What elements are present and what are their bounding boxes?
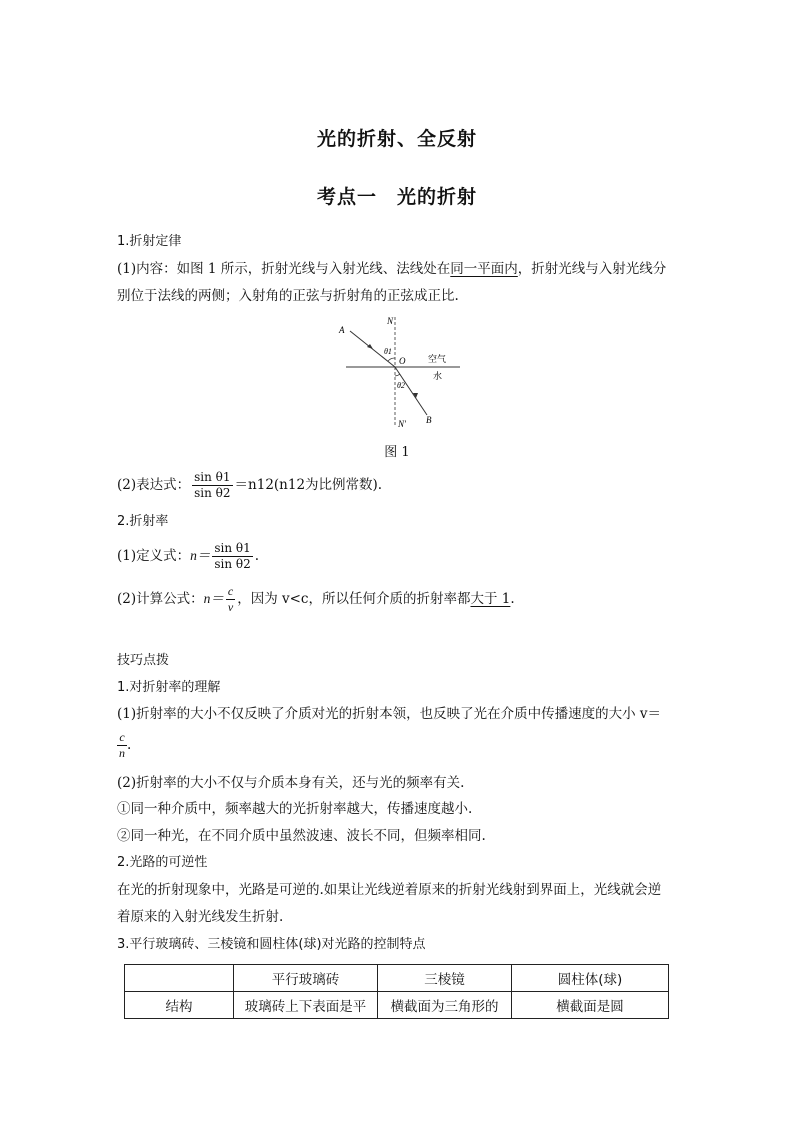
label-n: N: [387, 316, 394, 326]
table-cell: 横截面是圆: [512, 992, 669, 1019]
definition-formula: [117, 541, 259, 572]
table-header-cell: 平行玻璃砖: [234, 965, 378, 992]
denominator: v: [227, 600, 234, 614]
expression-formula: [117, 470, 382, 501]
calculation-formula: [117, 584, 515, 615]
tips-label: 技巧点拨: [117, 653, 170, 668]
table-row: [125, 992, 669, 1019]
table-header-cell: 三棱镜: [378, 965, 512, 992]
text-span: ，折射光线与入射光线分: [517, 261, 667, 277]
label-air: 空气: [428, 355, 447, 365]
label-theta1: θ1: [384, 347, 392, 356]
denominator: n: [119, 746, 125, 760]
paragraph-content-line2: 别位于法线的两侧；入射角的正弦与折射角的正弦成正比.: [117, 288, 459, 304]
heading-understanding: 1.对折射率的理解: [117, 680, 221, 695]
tips-paragraph-2: (2)折射率的大小不仅与介质本身有关，还与光的频率有关.: [117, 775, 465, 791]
numerator: sin θ1: [214, 541, 251, 555]
label-n-prime: N′: [398, 419, 406, 429]
comparison-table: [124, 964, 669, 1019]
table-cell: 结构: [125, 992, 234, 1019]
figure-caption: 图 1: [384, 445, 410, 460]
tips-paragraph-4: ②同一种光，在不同介质中虽然波速、波长不同，但频率相同.: [117, 828, 486, 844]
text-span: n＝: [203, 591, 224, 606]
document-title: 光的折射、全反射: [316, 128, 477, 150]
denominator: sin θ2: [214, 557, 251, 571]
tips-paragraph-5: 在光的折射现象中，光路是可逆的.如果让光线逆着原来的折射光线射到界面上，光线就会逆: [117, 882, 662, 898]
fraction: [212, 541, 252, 572]
fraction: [192, 470, 232, 501]
paragraph-content-line1: [117, 260, 666, 278]
fraction: [226, 584, 235, 615]
underlined-text: 同一平面内: [450, 261, 518, 277]
table-header-cell: [125, 965, 234, 992]
table-header-row: [125, 965, 669, 992]
label-b: B: [426, 415, 432, 425]
heading-refractive-index: 2.折射率: [117, 514, 169, 529]
angle-arc-theta2: [395, 374, 400, 376]
fraction: [117, 730, 127, 761]
text-span: .: [127, 737, 132, 753]
denominator: sin θ2: [194, 486, 231, 500]
table-cell: 横截面为三角形的: [378, 992, 512, 1019]
heading-reversibility: 2.光路的可逆性: [117, 855, 208, 870]
angle-arc-theta1: [388, 358, 395, 361]
text-span: (1)内容：如图 1 所示，折射光线与入射光线、法线处在: [117, 261, 451, 277]
text-span: n＝: [190, 548, 211, 563]
text-span: (2)表达式：: [117, 477, 191, 493]
label-a: A: [339, 325, 345, 335]
text-span: .: [254, 548, 260, 564]
label-o: O: [399, 356, 406, 366]
label-theta2: θ2: [397, 381, 405, 390]
tips-paragraph-3: ①同一种介质中，频率越大的光折射率越大，传播速度越小.: [117, 801, 473, 817]
numerator: c: [117, 730, 127, 746]
numerator: sin θ1: [194, 470, 231, 484]
table-header-cell: 圆柱体(球): [512, 965, 669, 992]
tips-paragraph-6: 着原来的入射光线发生折射.: [117, 909, 284, 925]
text-span: ＝n12(n12为比例常数).: [234, 477, 383, 493]
text-span: ，因为 v<c，所以任何介质的折射率都: [237, 591, 471, 607]
refraction-figure: [336, 313, 466, 431]
heading-control-features: 3.平行玻璃砖、三棱镜和圆柱体(球)对光路的控制特点: [117, 937, 426, 952]
heading-refraction-law: 1.折射定律: [117, 234, 182, 249]
text-span: (2)计算公式：: [117, 591, 204, 607]
label-water: 水: [433, 372, 443, 382]
text-span: .: [510, 591, 515, 607]
section-title: 考点一 光的折射: [316, 186, 477, 208]
table-cell: 玻璃砖上下表面是平: [234, 992, 378, 1019]
numerator: c: [227, 584, 234, 598]
text-span: (1)定义式：: [117, 548, 191, 564]
tips-paragraph-1: (1)折射率的大小不仅反映了介质对光的折射本领，也反映了光在介质中传播速度的大小 v＝: [117, 706, 662, 722]
underlined-text: 大于 1: [470, 591, 511, 607]
tips-fraction-line: [117, 730, 131, 761]
